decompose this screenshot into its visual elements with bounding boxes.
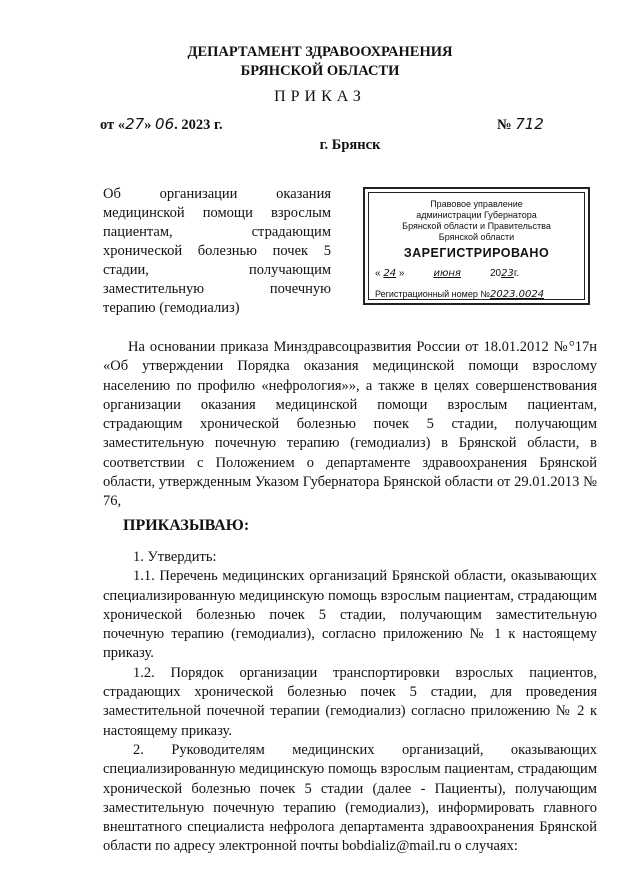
handwritten-month: 06 [155, 115, 175, 133]
city: г. Брянск [319, 137, 381, 153]
handwritten-number: 712 [515, 115, 544, 133]
stamp-handwritten-day: 24 [383, 268, 397, 279]
order-number [497, 115, 544, 134]
stamp-line: Брянской области и Правительства [402, 221, 551, 231]
department-title-line2: БРЯНСКОЙ ОБЛАСТИ [240, 63, 400, 79]
date-prefix: от « [100, 117, 126, 133]
order-word: ПРИКАЗЫВАЮ: [123, 516, 250, 534]
date-mid: » [144, 117, 156, 133]
stamp-year-prefix: 20 [489, 268, 502, 279]
item-2: 2. Руководителям медицинских организаций, оказывающих специализированную медицинскую помощь взрослым пациентам, страдающим хронической болезнью почек 5 стадии (далее - Пациенты), получающим заместительную почечную терапию (гемодиализ), информировать главного внештатного специалиста нефролога департамента здравоохранения Брянской области по адресу электронной почты bobdializ@mail.ru о случаях: [103, 741, 597, 855]
item-1-1: 1.1. Перечень медицинских организаций Брянской области, оказывающих специализированную медицинскую помощь взрослым пациентам, страдающим хронической болезнью почек 5 стадии, получающим заместительную почечную терапию (гемодиализ), согласно приложению № 1 к настоящему приказу. [103, 568, 597, 662]
stamp-date-open: « [375, 268, 381, 279]
item-1-2: 1.2. Порядок организации транспортировки взрослых пациентов, страдающих хронической болезнью почек 5 стадии, для проведения заместительной почечной терапии (гемодиализ) согласно приложению № 2 к настоящему приказу. [103, 664, 597, 739]
stamp-date [375, 268, 519, 279]
stamp-line: Правовое управление [430, 199, 523, 209]
order-date [100, 115, 223, 134]
stamp-handwritten-year: 23 [501, 268, 514, 279]
stamp-handwritten-reg-number: 2023.0024 [490, 289, 545, 300]
registration-stamp [363, 187, 590, 305]
subject-line: заместительную почечную [103, 281, 331, 297]
stamp-year-end: г. [513, 268, 520, 279]
subject-line: хронической болезнью почек 5 [103, 243, 331, 259]
subject-line: Об организации оказания [103, 186, 331, 202]
date-year: . 2023 г. [174, 117, 223, 133]
order-word-line [103, 516, 597, 536]
item-1: 1. Утвердить: [133, 548, 217, 565]
subject-line: стадии, получающим [103, 262, 331, 278]
number-prefix: № [497, 117, 516, 133]
stamp-registered: ЗАРЕГИСТРИРОВАНО [403, 246, 550, 260]
stamp-reg-number [375, 289, 544, 300]
stamp-line: администрации Губернатора [416, 210, 537, 220]
stamp-reg-label: Регистрационный номер № [375, 289, 491, 299]
handwritten-day: 27 [125, 115, 145, 133]
order-body [103, 338, 597, 857]
preamble-paragraph: На основании приказа Минздравсоцразвития России от 18.01.2012 №°17н «Об утверждении Порядка оказания медицинской помощи взрослому населению по профилю «нефрология»», а также в целях совершенствования организации оказания медицинской помощи взрослым пациентам, страдающим хронической болезнью почек 5 стадии, получающим заместительную почечную терапию (гемодиализ) в Брянской области, в соответствии с Положением о департаменте здравоохранения Брянской области, утвержденным Указом Губернатора Брянской области от 29.01.2013 № 76, [103, 339, 597, 510]
stamp-handwritten-month: июня [433, 268, 461, 279]
stamp-line: Брянской области [438, 232, 515, 242]
stamp-date-mid: » [398, 268, 405, 279]
department-title-line1: ДЕПАРТАМЕНТ ЗДРАВООХРАНЕНИЯ [187, 44, 453, 60]
stamp-inner-frame [368, 192, 585, 300]
order-subject [103, 185, 331, 318]
subject-line: пациентам, страдающим [103, 224, 331, 240]
subject-line: терапию (гемодиализ) [103, 300, 240, 316]
document-type: ПРИКАЗ [274, 88, 366, 105]
subject-line: медицинской помощи взрослым [103, 205, 331, 221]
